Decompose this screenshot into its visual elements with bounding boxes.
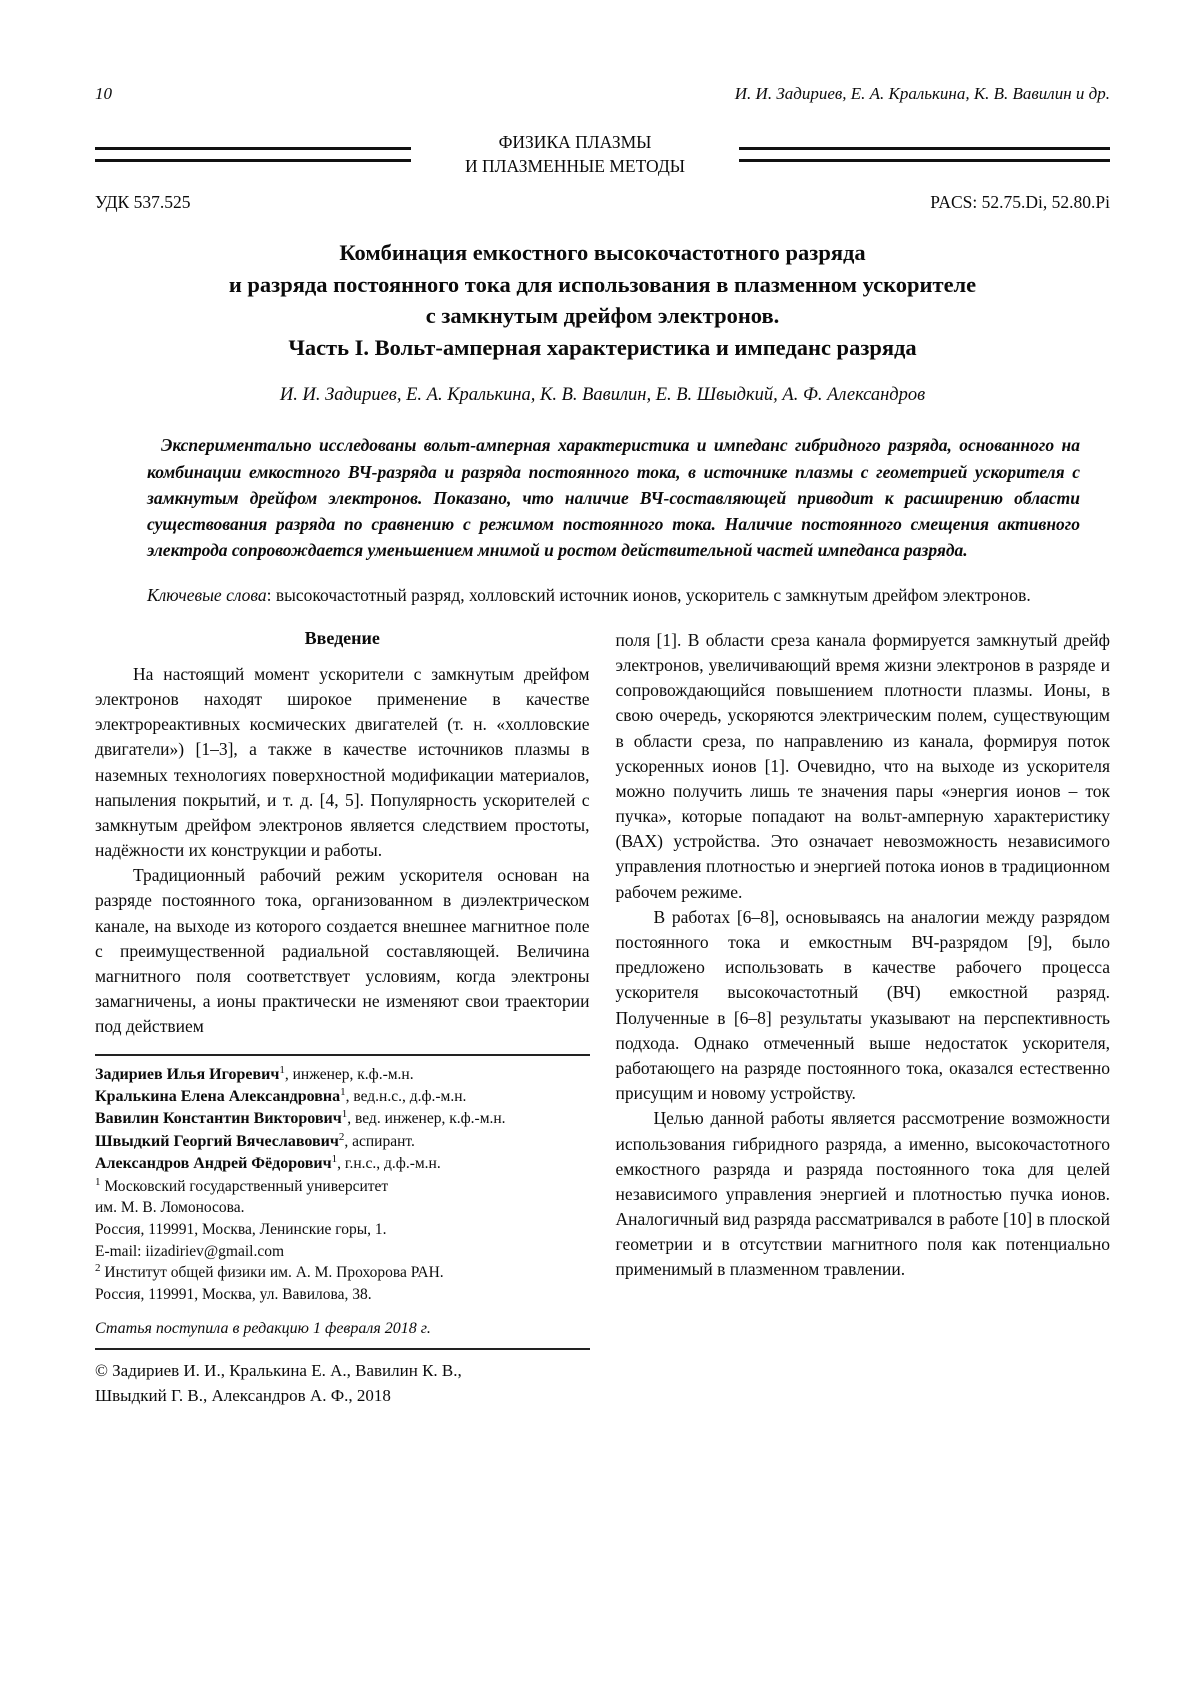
body-paragraph: поля [1]. В области среза канала формируется замкнутый дрейф электронов, увеличивающий время жизни электронов в разряде и сопровождающийся повышением плотности плазмы. Ионы, в свою очередь, ускоряются электрическим полем, существующим в области среза, по направлению из канала, формируя поток ускоренных ионов [1]. Очевидно, что на выходе из ускорителя можно получить лишь те значения пары «энергия ионов – ток пучка», которые попадают на вольт-амперную характеристику (ВАХ) устройства. Это означает невозможность независимого управления плотностью и энергией потока ионов в традиционном рабочем режиме.	[615, 629, 1110, 902]
copyright-note: © Задириев И. И., Кралькина Е. А., Вавилин К. В., Швыдкий Г. В., Александров А. Ф., 2018	[95, 1360, 462, 1406]
received-note: Статья поступила в редакцию 1 февраля 2018 г.	[95, 1319, 431, 1337]
authors-line: И. И. Задириев, Е. А. Кралькина, К. В. Вавилин, Е. В. Швыдкий, А. Ф. Александров	[279, 385, 926, 406]
running-head	[95, 84, 1110, 104]
person-role: , инженер, к.ф.-м.н.	[284, 1065, 414, 1083]
affiliation-marker: 1	[341, 1108, 348, 1121]
person-name: Вавилин Константин Викторович	[95, 1110, 342, 1128]
affiliation-marker: 1	[331, 1153, 338, 1165]
affiliation-marker: 1	[340, 1085, 346, 1098]
title-line-4: Часть I. Вольт-амперная характеристика и импеданс разряда	[288, 334, 917, 360]
affiliation-1-address: Россия, 119991, Москва, Ленинские горы, 1.	[95, 1220, 387, 1238]
person-role: , вед. инженер, к.ф.-м.н.	[347, 1110, 506, 1128]
keywords-text: : высокочастотный разряд, холловский источник ионов, ускоритель с замкнутым дрейфом электронов.	[266, 584, 1031, 605]
intro-heading: Введение	[304, 627, 380, 648]
page-number: 10	[95, 84, 112, 103]
pacs-code: PACS: 52.75.Di, 52.80.Pi	[930, 192, 1110, 213]
affiliation-marker: 2	[338, 1130, 345, 1143]
footnote-person	[95, 1153, 590, 1175]
person-name: Кралькина Елена Александровна	[95, 1087, 341, 1105]
udc-code: УДК 537.525	[95, 192, 191, 213]
body-paragraph: Целью данной работы является рассмотрение возможности использования гибридного разряда, а именно, высокочастотного емкостного разряда и разряда постоянного тока для целей независимого управления энергией и плотностью пучка ионов. Аналогичный вид разряда рассматривался в работе [10] в плоской геометрии и в отсутствии магнитного поля как потенциально применимый в плазменном травлении.	[615, 1108, 1110, 1280]
body-paragraph: В работах [6–8], основываясь на аналогии между разрядом постоянного тока и емкостным ВЧ-разрядом [9], было предложено использовать в качестве рабочего процесса ускорителя высокочастотный (ВЧ) емкостной разряд. Полученные в [6–8] результаты указывают на перспективность подхода. Однако отмеченный выше недостаток ускорителя, работающего на разряде постоянного тока, оказался естественно присущим и новому устройству.	[615, 906, 1110, 1104]
person-role: , вед.н.с., д.ф.-м.н.	[345, 1087, 467, 1105]
person-role: , аспирант.	[344, 1132, 415, 1150]
affiliation-2	[95, 1262, 590, 1284]
section-banner-line2: И ПЛАЗМЕННЫЕ МЕТОДЫ	[465, 156, 686, 177]
two-column-body	[95, 628, 1110, 1409]
footnote-person	[95, 1086, 590, 1108]
person-role: , г.н.с., д.ф.-м.н.	[337, 1155, 441, 1173]
affiliation-marker: 2	[95, 1262, 101, 1275]
affiliation-1-name: Московский государственный университет	[104, 1177, 389, 1195]
affiliation-marker: 1	[95, 1175, 101, 1188]
author-footnote	[95, 1054, 590, 1306]
title-line-1: Комбинация емкостного высокочастотного разряда	[339, 240, 866, 266]
right-column	[616, 628, 1111, 1409]
affiliation-1-name-cont: им. М. В. Ломоносова.	[95, 1199, 245, 1217]
section-banner-title	[411, 130, 739, 178]
person-name: Швыдкий Георгий Вячеславович	[95, 1132, 339, 1150]
double-rule-left	[95, 147, 411, 162]
section-banner	[95, 130, 1110, 178]
footnote-person	[95, 1108, 590, 1130]
person-name: Задириев Илья Игоревич	[95, 1065, 280, 1083]
keywords-block	[147, 582, 1080, 608]
affiliation-2-name: Институт общей физики им. А. М. Прохорова РАН.	[104, 1264, 444, 1282]
keywords-label: Ключевые слова	[147, 584, 267, 605]
footnote-person	[95, 1131, 590, 1153]
title-line-2: и разряда постоянного тока для использования в плазменном ускорителе	[228, 271, 977, 297]
person-name: Александров Андрей Фёдорович	[95, 1155, 332, 1173]
double-rule-right	[739, 147, 1110, 162]
classification-row	[95, 192, 1110, 213]
contact-email: E-mail: iizadiriev@gmail.com	[95, 1242, 285, 1260]
footnote-person	[95, 1064, 590, 1086]
article-title	[95, 237, 1110, 363]
affiliation-2-address: Россия, 119991, Москва, ул. Вавилова, 38.	[95, 1285, 372, 1303]
abstract-text: Экспериментально исследованы вольт-амперная характеристика и импеданс гибридного разряда, основанного на комбинации емкостного ВЧ-разряда и разряда постоянного тока, в источнике плазмы с геометрией ускорителя с замкнутым дрейфом электронов. Показано, что наличие ВЧ-составляющей приводит к расширению области существования разряда по сравнению с режимом постоянного тока. Наличие постоянного смещения активного электрода сопровождается уменьшением мнимой и ростом действительной частей импеданса разряда.	[147, 435, 1080, 561]
body-paragraph: На настоящий момент ускорители с замкнутым дрейфом электронов находят широкое применение в качестве электрореактивных космических двигателей (т. н. «холловские двигатели») [1–3], а также в качестве источников плазмы в наземных технологиях поверхностной модификации материалов, напыления покрытий, и т. д. [4, 5]. Популярность ускорителей с замкнутым дрейфом электронов является следствием простоты, надёжности их конструкции и работы.	[95, 663, 590, 861]
running-head-authors: И. И. Задириев, Е. А. Кралькина, К. В. Вавилин и др.	[734, 84, 1110, 103]
section-banner-line1: ФИЗИКА ПЛАЗМЫ	[498, 132, 652, 152]
title-line-3: с замкнутым дрейфом электронов.	[425, 303, 780, 329]
affiliation-1	[95, 1176, 590, 1198]
left-column	[95, 628, 590, 1409]
affiliation-marker: 1	[279, 1063, 285, 1076]
body-paragraph: Традиционный рабочий режим ускорителя основан на разряде постоянного тока, организованном в диэлектрическом канале, на выходе из которого создается внешнее магнитное поле с преимущественной радиальной составляющей. Величина магнитного поля соответствует условиям, когда электроны замагничены, а ионы практически не изменяют свои траектории под действием	[95, 865, 590, 1037]
